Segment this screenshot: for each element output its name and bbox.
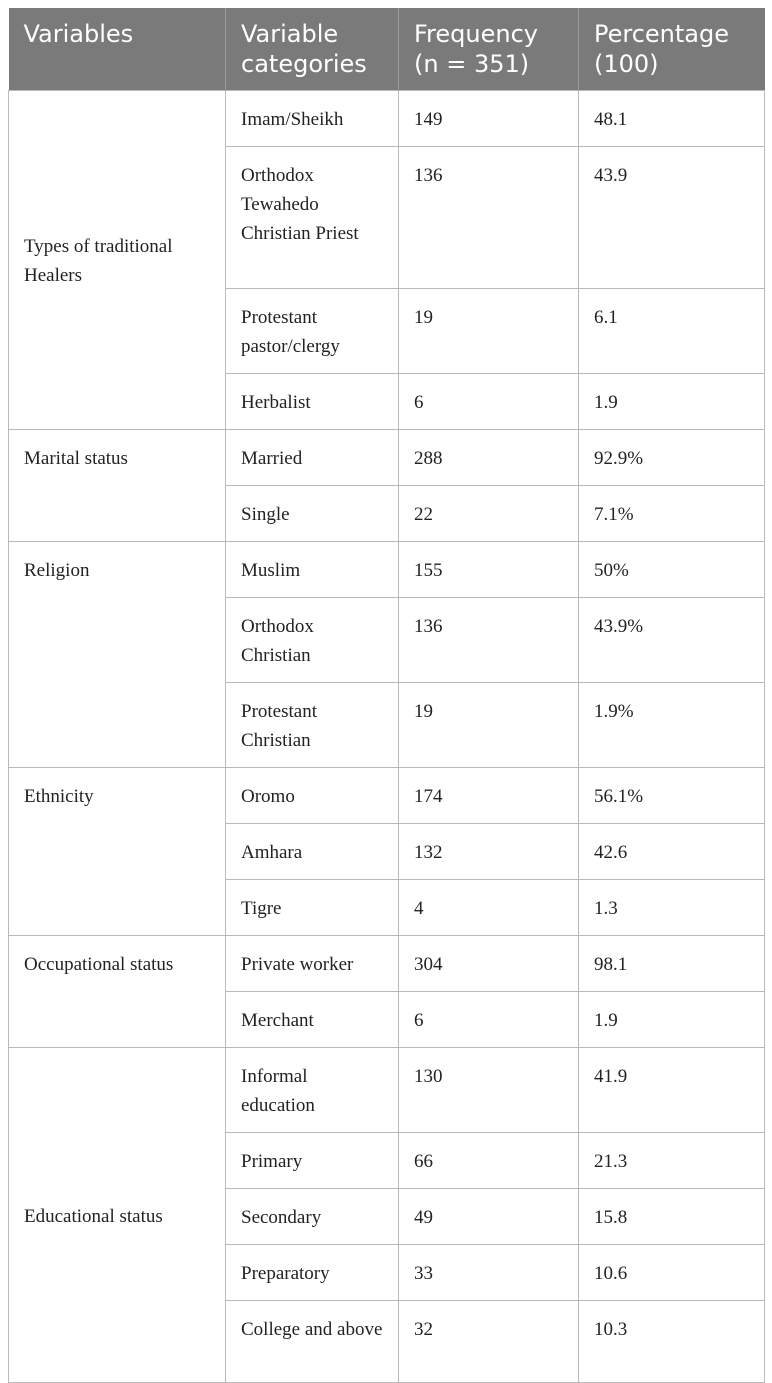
frequency-cell: 6 <box>399 992 579 1048</box>
variable-cell: Ethnicity <box>9 768 226 936</box>
category-cell: Protestant pastor/clergy <box>226 289 399 374</box>
percentage-cell: 1.9 <box>579 374 765 430</box>
frequency-cell: 4 <box>399 880 579 936</box>
category-cell: Herbalist <box>226 374 399 430</box>
variable-cell: Religion <box>9 542 226 768</box>
category-cell: Amhara <box>226 824 399 880</box>
header-row <box>9 8 765 91</box>
percentage-cell: 43.9 <box>579 147 765 289</box>
frequency-cell: 149 <box>399 91 579 147</box>
percentage-cell: 98.1 <box>579 936 765 992</box>
percentage-cell: 6.1 <box>579 289 765 374</box>
category-cell: Orthodox Tewahedo Christian Priest <box>226 147 399 289</box>
category-cell: Married <box>226 430 399 486</box>
frequency-cell: 132 <box>399 824 579 880</box>
category-cell: Oromo <box>226 768 399 824</box>
table-row <box>9 1048 765 1133</box>
percentage-cell: 1.9 <box>579 992 765 1048</box>
percentage-cell: 50% <box>579 542 765 598</box>
category-cell: Merchant <box>226 992 399 1048</box>
header-frequency: Frequency (n = 351) <box>399 8 579 91</box>
frequency-cell: 304 <box>399 936 579 992</box>
frequency-cell: 136 <box>399 598 579 683</box>
category-cell: Secondary <box>226 1189 399 1245</box>
table-body <box>9 91 765 1383</box>
category-cell: College and above <box>226 1301 399 1383</box>
percentage-cell: 15.8 <box>579 1189 765 1245</box>
frequency-cell: 288 <box>399 430 579 486</box>
frequency-cell: 22 <box>399 486 579 542</box>
category-cell: Primary <box>226 1133 399 1189</box>
data-table <box>8 8 765 1383</box>
percentage-cell: 10.3 <box>579 1301 765 1383</box>
percentage-cell: 1.3 <box>579 880 765 936</box>
category-cell: Preparatory <box>226 1245 399 1301</box>
percentage-cell: 7.1% <box>579 486 765 542</box>
frequency-cell: 66 <box>399 1133 579 1189</box>
table-row <box>9 936 765 992</box>
variable-cell: Marital status <box>9 430 226 542</box>
frequency-cell: 136 <box>399 147 579 289</box>
category-cell: Imam/Sheikh <box>226 91 399 147</box>
category-cell: Tigre <box>226 880 399 936</box>
table-header <box>9 8 765 91</box>
percentage-cell: 43.9% <box>579 598 765 683</box>
category-cell: Single <box>226 486 399 542</box>
header-variables: Variables <box>9 8 226 91</box>
percentage-cell: 92.9% <box>579 430 765 486</box>
frequency-cell: 49 <box>399 1189 579 1245</box>
frequency-cell: 130 <box>399 1048 579 1133</box>
category-cell: Private worker <box>226 936 399 992</box>
table-row <box>9 91 765 147</box>
frequency-cell: 32 <box>399 1301 579 1383</box>
table-row <box>9 542 765 598</box>
table-row <box>9 768 765 824</box>
percentage-cell: 42.6 <box>579 824 765 880</box>
category-cell: Orthodox Christian <box>226 598 399 683</box>
table-row <box>9 430 765 486</box>
percentage-cell: 41.9 <box>579 1048 765 1133</box>
frequency-cell: 155 <box>399 542 579 598</box>
category-cell: Protestant Christian <box>226 683 399 768</box>
percentage-cell: 1.9% <box>579 683 765 768</box>
frequency-cell: 33 <box>399 1245 579 1301</box>
frequency-cell: 19 <box>399 683 579 768</box>
header-percentage: Percentage (100) <box>579 8 765 91</box>
variable-cell: Occupational status <box>9 936 226 1048</box>
variable-cell: Types of traditional Healers <box>9 91 226 430</box>
variable-cell: Educational status <box>9 1048 226 1383</box>
percentage-cell: 10.6 <box>579 1245 765 1301</box>
header-variable-categories: Variable categories <box>226 8 399 91</box>
category-cell: Muslim <box>226 542 399 598</box>
frequency-cell: 174 <box>399 768 579 824</box>
percentage-cell: 48.1 <box>579 91 765 147</box>
percentage-cell: 21.3 <box>579 1133 765 1189</box>
frequency-cell: 19 <box>399 289 579 374</box>
frequency-cell: 6 <box>399 374 579 430</box>
category-cell: Informal education <box>226 1048 399 1133</box>
percentage-cell: 56.1% <box>579 768 765 824</box>
